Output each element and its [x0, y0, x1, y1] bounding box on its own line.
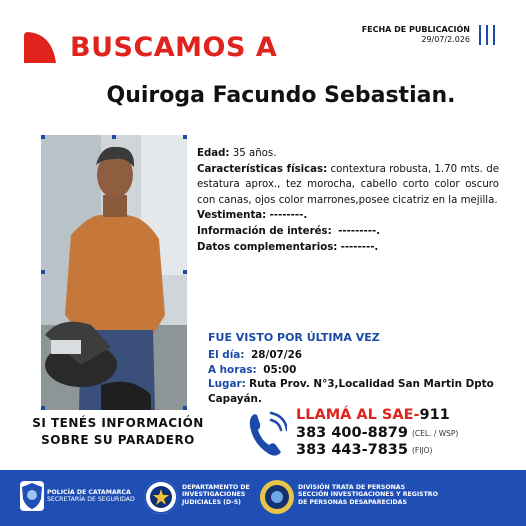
publication-label: FECHA DE PUBLICACIÓN	[361, 25, 470, 34]
last-seen-title: FUE VISTO POR ÚLTIMA VEZ	[208, 331, 380, 344]
phone-landline[interactable]: 383 443-7835 (FIJO)	[296, 442, 433, 458]
interest-row: Información de interés: ---------.	[197, 225, 381, 237]
clothing-row: Vestimenta: --------.	[197, 210, 308, 222]
headline: BUSCAMOS A	[70, 32, 278, 63]
phone-mobile[interactable]: 383 400-8879 (CEL. / WSP)	[296, 425, 459, 441]
footer-org-division: DIVISIÓN TRATA DE PERSONAS SECCIÓN INVESTIGACIONES Y REGISTRO DE PERSONAS DESAPARECIDAS	[298, 484, 438, 506]
last-seen-block	[208, 348, 508, 406]
extra-row: Datos complementarios: --------.	[197, 241, 379, 253]
police-badge-icon	[20, 481, 44, 511]
footer-org-police: POLICÍA DE CATAMARCA SECRETARÍA DE SEGURIDAD	[47, 489, 135, 504]
details-block	[197, 146, 499, 255]
seen-place-row: Lugar: Ruta Prov. N°3,Localidad San Martin Dpto Capayán.	[208, 378, 494, 405]
footer-org-investigations: DEPARTAMENTO DE INVESTIGACIONES JUDICIALES (D-5)	[182, 484, 250, 506]
investigations-seal-icon	[144, 480, 178, 514]
publication-date: 29/07/2.026	[421, 35, 470, 44]
division-seal-icon	[260, 480, 294, 514]
decorative-bars-icon	[477, 25, 499, 45]
info-call-to-action: SI TENÉS INFORMACIÓN SOBRE SU PARADERO	[32, 416, 204, 447]
red-arc-logo-icon	[22, 30, 58, 64]
footer-bar	[0, 470, 526, 526]
seen-day-row: El día: 28/07/26	[208, 349, 303, 361]
person-name: Quiroga Facundo Sebastian.	[106, 83, 456, 108]
seen-time-row: A horas: 05:00	[208, 363, 297, 376]
person-photo	[41, 135, 187, 410]
physical-row: Características físicas: contextura robusta, 1.70 mts. de estatura aprox., tez morocha, cabello corto color oscuro con canas, ojos color marrones,posee cicatriz en la mejilla.	[197, 163, 499, 206]
age-row: Edad: 35 años.	[197, 148, 277, 159]
call-title: LLAMÁ AL SAE-911	[296, 407, 450, 423]
phone-icon	[245, 410, 287, 460]
